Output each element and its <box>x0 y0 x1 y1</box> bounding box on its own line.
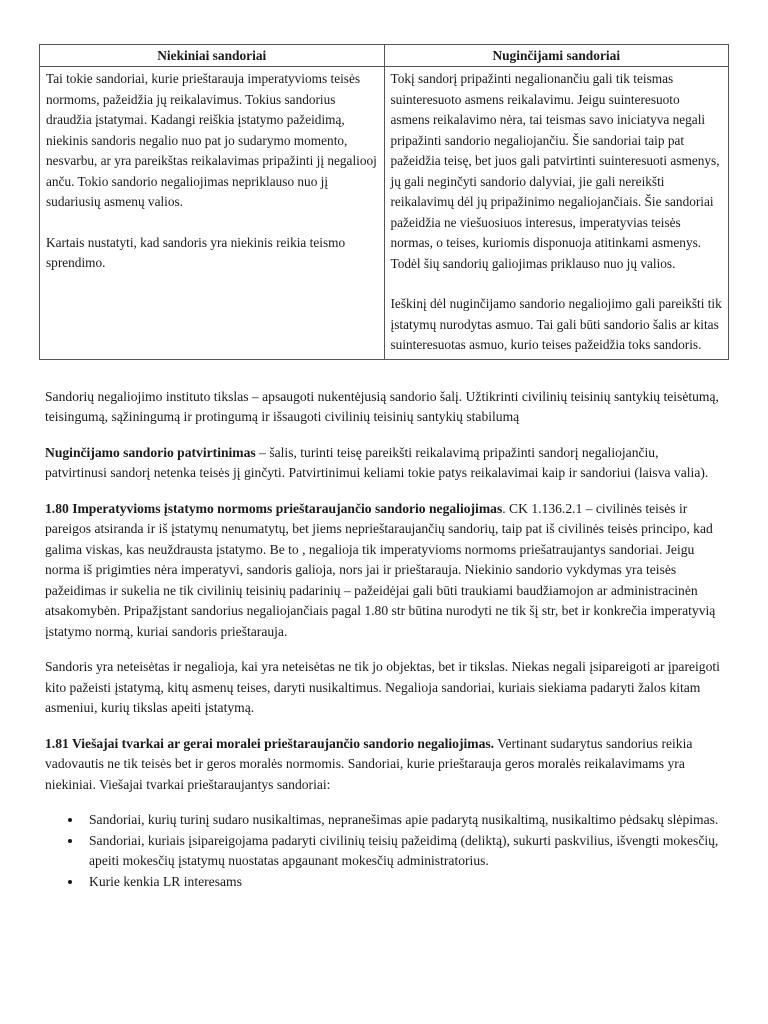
voidable-paragraph: Tokį sandorį pripažinti negalionančiu gali tik teismas suinteresuoto asmens reikalavimu. Jeigu suinteresuoto asmens reikalavimo nėra, tai teismas savo iniciatyva negali pripažinti sandorio negaliojančiu. Šie sandoriai taip pat pažeidžia teisę, bet juos gali patvirtinti suinteresuoti asmenys, jų gali neginčyti sandorio dalyviai, jie gali nereikšti reikalavimų dėl jų pripažinimo negaliojančiais. Šie sandoriai pažeidžia ne viešuosiuos interesus, imperatyvias teisės normas, o teises, kuriomis disponuoja atitinkami asmenys. Todėl šių sandorių galiojimas priklauso nuo jų valios. <box>390 71 720 271</box>
paragraph-text: Sandorių negaliojimo instituto tikslas – apsaugoti nukentėjusią sandorio šalį. Užtikrinti civilinių teisinių santykių teisėtumą, teisingumą, sąžiningumą ir protingumą ir išsaugoti civilinių teisinių santykių stabilumą <box>45 388 719 424</box>
list-item: • Kurie kenkia LR interesams <box>83 872 723 893</box>
table-row <box>40 67 729 360</box>
section-1-81 <box>45 734 721 796</box>
list-item: • Sandoriai, kuriais įsipareigojama padaryti civilinių teisių pažeidimą (deliktą), sukurti paskvilius, išvengti mokesčių, apeiti mokesčių įstatymų nuostatas apgaunant mokesčių administratorius. <box>83 831 723 872</box>
section-1-80 <box>45 499 721 643</box>
column-header-voidable: Nuginčijami sandoriai <box>384 45 729 67</box>
voidable-paragraph: Ieškinį dėl nuginčijamo sandorio negaliojimo gali pareikšti tik įstatymų nurodytas asmuo. Tai gali būti sandorio šalis ar kitas suinteresuotas asmuo, kurio teises pažeidžia toks sandoris. <box>390 296 722 352</box>
document-page <box>39 44 729 892</box>
paragraph-heading: Nuginčijamo sandorio patvirtinimas <box>45 444 256 460</box>
comparison-table <box>39 44 729 360</box>
paragraph-text: Sandoris yra neteisėtas ir negalioja, kai yra neteisėtas ne tik jo objektas, bet ir tikslas. Niekas negali įsipareigoti ar įpareigoti kito pažeisti įstatymą, kitų asmenų teises, daryti nusikaltimus. Negalioja sandoriai, kuriais siekiama padaryti žalos kitam asmeniui, kurių tikslas apeiti įstatymą. <box>45 659 720 715</box>
void-transactions-cell <box>40 67 385 360</box>
void-paragraph: Kartais nustatyti, kad sandoris yra niekinis reikia teismo sprendimo. <box>46 234 346 270</box>
section-text: Vertinant sudarytus sandorius reikia vadovautis ne tik teisės bet ir geros moralės normomis. Sandoriai, kurie prieštarauja geros moralės reikalavimams yra niekiniai. Viešajai tvarkai prieštaraujantys sandoriai: <box>45 735 693 792</box>
void-paragraph: Tai tokie sandoriai, kurie prieštarauja imperatyvioms teisės normoms, pažeidžia jų reikalavimus. Tokius sandorius draudžia įstatymai. Kadangi reiškia įstatymo pažeidimą, niekinis sandoris negalio nuo pat jo sudarymo momento, nesvarbu, ar yra pareikštas reikalavimas pripažinti jį negaliooj​anču. Tokio sandorio negaliojimas nepriklauso nuo jį sudariusių asmenų valios. <box>46 71 377 209</box>
paragraph-confirmation <box>45 443 721 484</box>
voidable-transactions-cell <box>384 67 729 360</box>
table-header-row <box>40 45 729 67</box>
section-text: . CK 1.136.2.1 – civilinės teisės ir pareigos atsiranda ir iš įstatymų nenumatytų, bet jiems neprieštaraujančių sandorių, taip pat iš civilinės teisės principo, kad galima viskas, kas neuždrausta įstatymo. Be to , negalioja tik imperatyvioms normoms priešatraujantys sandoriai. Jeigu norma iš prigimties nėra imperatyvi, sandoris galioja, nors jai ir prieštarauja. Niekinio sandorio vykdymas yra teisės pažeidimas ir sukelia ne tik civilinių teisinių padarinių – pažeidėjai gali būti traukiami baudžiamojon ar administracinėn atsakomybėn. Pripažįstant sandorius negaliojančiais pagal 1.80 str būtina nurodyti ne tik šį str, bet ir konkrečia imperatyvią įstatymo normą, kuriai sandoris prieštarauja. <box>45 500 716 639</box>
column-header-void: Niekiniai sandoriai <box>40 45 385 67</box>
section-heading: 1.81 Viešajai tvarkai ar gerai moralei prieštaraujančio sandorio negaliojimas. <box>45 735 495 751</box>
section-heading: 1.80 Imperatyvioms įstatymo normoms prieštaraujančio sandorio negaliojimas <box>45 500 503 516</box>
paragraph-unlawful <box>45 657 721 719</box>
paragraph-text: – šalis, turinti teisę pareikšti reikalavimą pripažinti sandorį negaliojančiu, patvirtinusi sandorį netenka teisės jį ginčyti. Patvirtinimui keliami tokie patys reikalavimai kaip ir sandoriui (laisva valia). <box>45 444 709 480</box>
list-item: • Sandoriai, kurių turinį sudaro nusikaltimas, nepranešimas apie padarytą nusikaltimą, nusikaltimo pėdsakų slėpimas. <box>83 810 723 831</box>
bullet-list <box>45 810 723 892</box>
paragraph-purpose <box>45 387 721 428</box>
